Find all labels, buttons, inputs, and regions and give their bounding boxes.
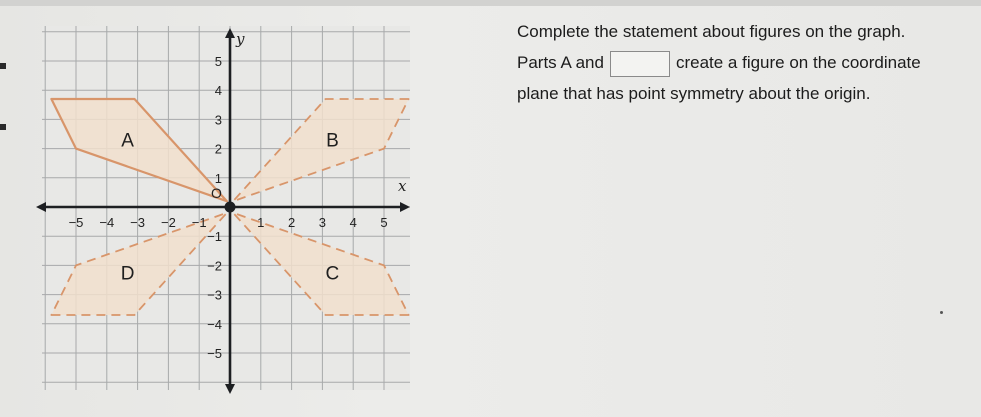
origin-label: O [211,185,222,201]
x-tick-label: 2 [287,215,296,230]
question-prompt [517,16,967,109]
prompt-line-1: Complete the statement about figures on the graph. [517,22,906,41]
x-tick-label: −2 [160,215,176,230]
y-tick-label: 1 [214,170,222,186]
x-tick-label: 1 [257,215,265,230]
y-tick-label: −4 [207,316,222,332]
y-tick-label: 3 [214,112,222,128]
y-tick-label: −3 [207,287,222,303]
y-axis-label: y [236,30,245,48]
y-tick-label: −2 [207,258,222,274]
answer-input-box[interactable] [610,51,670,77]
x-axis-label: x [398,177,407,195]
y-tick-label: −1 [207,229,222,245]
figure-label-c: C [325,263,340,285]
figure-label-b: B [326,130,339,152]
x-tick-label: 4 [349,215,357,230]
prompt-line-2-end: create a figure on the coordinate [675,53,921,72]
stray-dot [940,311,943,314]
figure-label-a: A [121,130,134,152]
prompt-line-2-start: Parts A and [517,53,604,72]
y-tick-label: −5 [207,346,222,361]
prompt-line-3: plane that has point symmetry about the origin. [517,84,871,103]
x-tick-label: −3 [130,215,146,230]
coordinate-plane [0,0,420,410]
origin-point [225,202,236,213]
y-tick-label: 5 [214,54,222,69]
x-tick-label: −1 [191,215,207,230]
prompt-line-2 [517,47,967,78]
y-tick-label: 4 [214,83,222,99]
x-tick-label: −4 [99,215,115,230]
x-axis-arrow-left [36,202,46,212]
figure-label-d: D [120,263,135,285]
x-tick-label: −5 [68,215,84,230]
y-tick-label: 2 [214,141,222,157]
x-tick-label: 3 [318,215,327,230]
x-tick-label: 5 [380,215,388,230]
